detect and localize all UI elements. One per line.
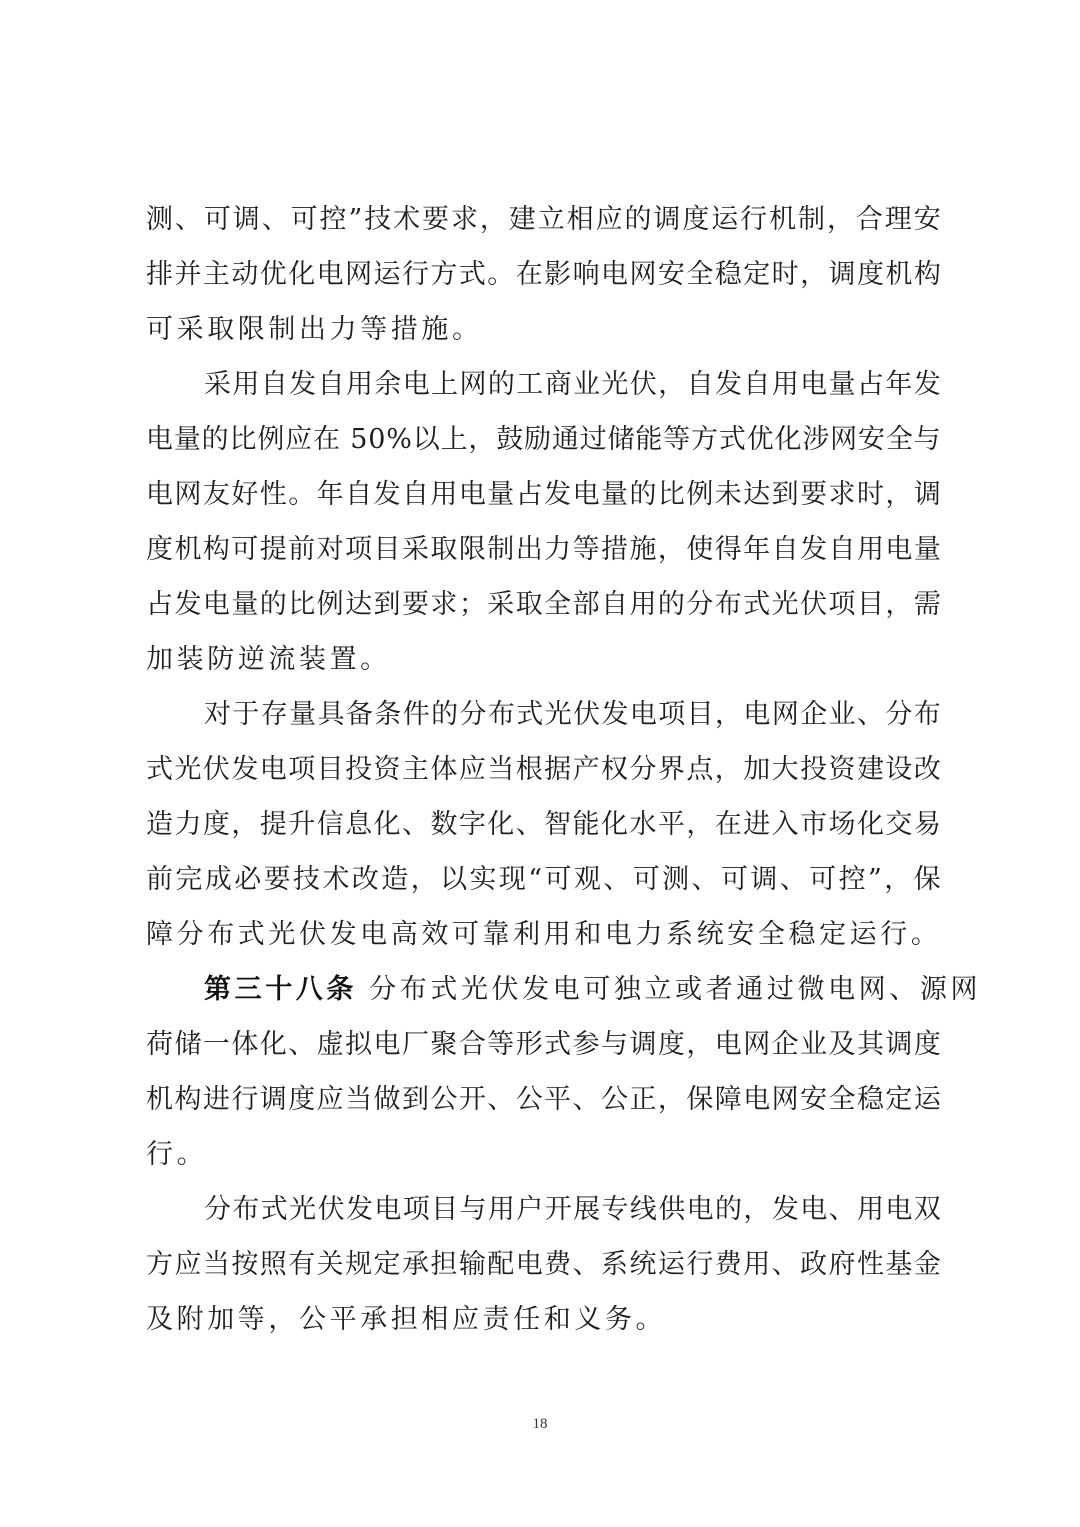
article-heading-line: [146, 962, 978, 1017]
document-body: [146, 192, 978, 1347]
text-line: 电 量 的 比 例 应 在 5 0 % 以 上 ， 鼓 励 通 过 储 能 等 方 式 优 化 涉 网 安 全 与: [146, 424, 941, 455]
text-line-rest: 分 布 式 光 伏 发 电 可 独 立 或 者 通 过 微 电 网 、 源 网: [369, 974, 978, 1005]
text-line: 造 力 度 ， 提 升 信 息 化 、 数 字 化 、 智 能 化 水 平 ， 在 进 入 市 场 化 交 易: [146, 809, 941, 840]
text-line: 前 完 成 必 要 技 术 改 造 ， 以 实 现 “ 可 观 、 可 测 、 可 调 、 可 控 ” ， 保: [146, 864, 941, 895]
text-line: 方 应 当 按 照 有 关 规 定 承 担 输 配 电 费 、 系 统 运 行 费 用 、 政 府 性 基 金: [146, 1249, 941, 1280]
text-line: 加 装 防 逆 流 装 置 。: [146, 644, 388, 675]
text-line: 测 、 可 调 、 可 控 ” 技 术 要 求 ， 建 立 相 应 的 调 度 运 行 机 制 ， 合 理 安: [146, 204, 941, 235]
text-line: 占 发 电 量 的 比 例 达 到 要 求 ； 采 取 全 部 自 用 的 分 布 式 光 伏 项 目 ， 需: [146, 589, 941, 620]
page-number: 18: [532, 1416, 548, 1432]
text-line: 对 于 存 量 具 备 条 件 的 分 布 式 光 伏 发 电 项 目 ， 电 网 企 业 、 分 布: [204, 699, 941, 730]
text-line: 排 并 主 动 优 化 电 网 运 行 方 式 。 在 影 响 电 网 安 全 稳 定 时 ， 调 度 机 构: [146, 259, 941, 290]
text-line: 度 机 构 可 提 前 对 项 目 采 取 限 制 出 力 等 措 施 ， 使 得 年 自 发 自 用 电 量: [146, 534, 941, 565]
text-line: 障 分 布 式 光 伏 发 电 高 效 可 靠 利 用 和 电 力 系 统 安 全 稳 定 运 行 。: [146, 919, 938, 950]
text-line: 可 采 取 限 制 出 力 等 措 施 。: [146, 314, 479, 345]
text-line: 及 附 加 等 ， 公 平 承 担 相 应 责 任 和 义 务 。: [146, 1304, 663, 1335]
text-line: 行 。: [146, 1139, 204, 1170]
text-line: 机 构 进 行 调 度 应 当 做 到 公 开 、 公 平 、 公 正 ， 保 障 电 网 安 全 稳 定 运: [146, 1084, 941, 1115]
article-heading: 第 三 十 八 条: [204, 974, 354, 1005]
text-line: 式 光 伏 发 电 项 目 投 资 主 体 应 当 根 据 产 权 分 界 点 ， 加 大 投 资 建 设 改: [146, 754, 941, 785]
text-line: 分 布 式 光 伏 发 电 项 目 与 用 户 开 展 专 线 供 电 的 ， 发 电 、 用 电 双: [204, 1194, 941, 1225]
text-line: 电 网 友 好 性 。 年 自 发 自 用 电 量 占 发 电 量 的 比 例 未 达 到 要 求 时 ， 调: [146, 479, 941, 510]
text-line: 荷 储 一 体 化 、 虚 拟 电 厂 聚 合 等 形 式 参 与 调 度 ， 电 网 企 业 及 其 调 度: [146, 1029, 941, 1060]
text-line: 采 用 自 发 自 用 余 电 上 网 的 工 商 业 光 伏 ， 自 发 自 用 电 量 占 年 发: [204, 369, 941, 400]
